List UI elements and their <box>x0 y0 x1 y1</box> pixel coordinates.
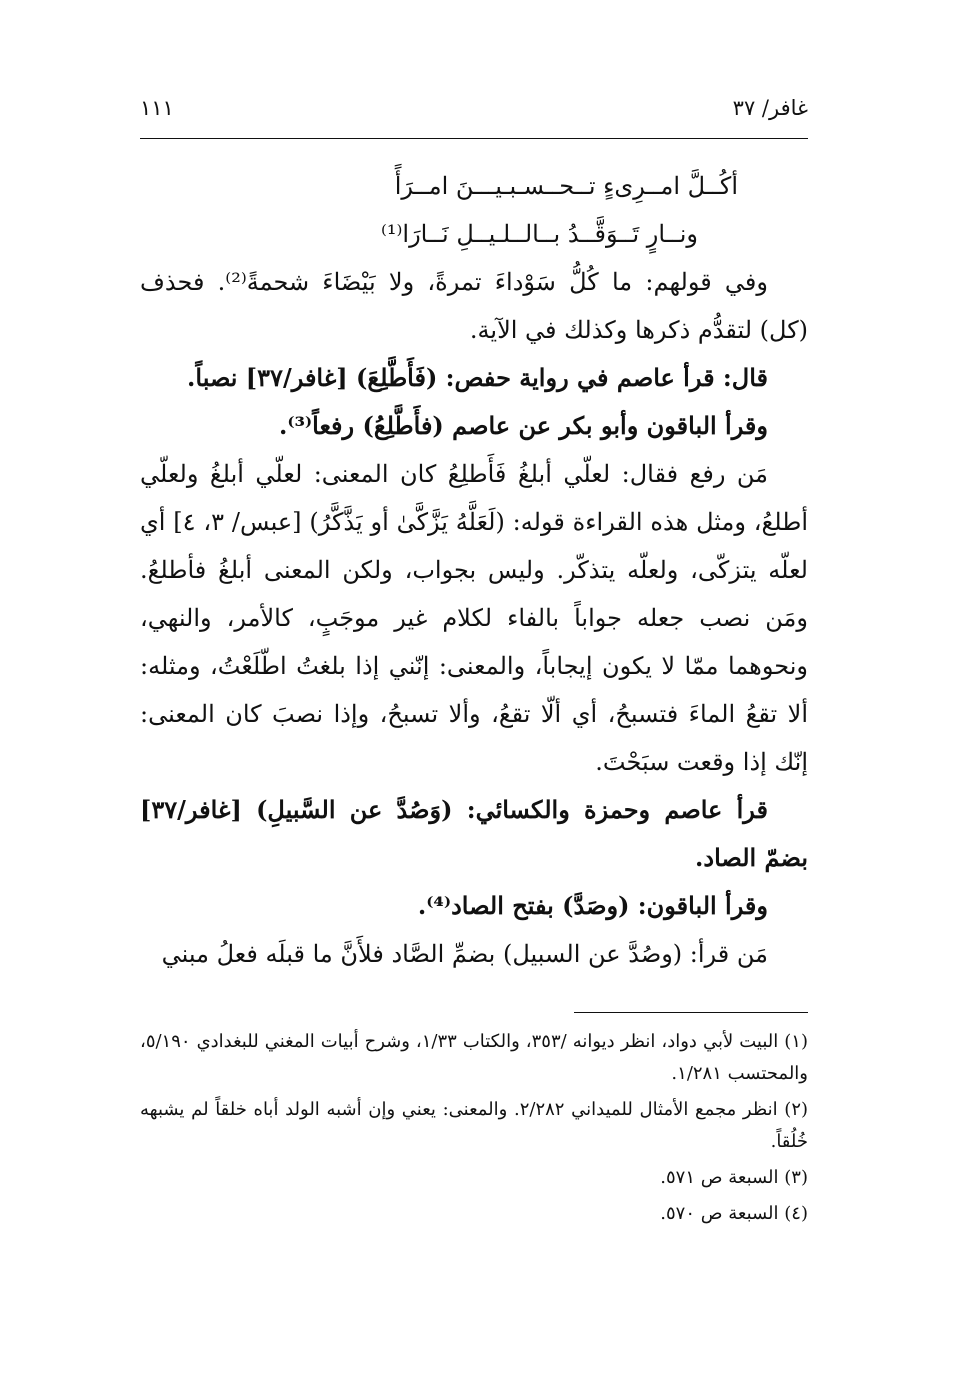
page-number: ١١١ <box>140 96 174 120</box>
footnote-4: (٤) السبعة ص ٥٧٠. <box>660 1203 808 1224</box>
paragraph-last: مَن قرأ: (وصُدَّ عن السبيل) بضمِّ الصَّاد فلأَنَّ ما قبلَه فعلُ مبني <box>161 940 768 968</box>
footnotes <box>140 1026 808 1234</box>
header-rule <box>140 138 808 139</box>
paragraph-1: وفي قولهم: ما كُلُّ سَوْداءَ تمرةً، ولا بَيْضَاءَ شحمةً⁽²⁾. فحذف (كل) لتقدُّم ذكرها وكذلك في الآية. <box>140 268 808 344</box>
reading-hafs: قال: قرأ عاصم في رواية حفص: (فَأَطَّلِعَ) [غافر/٣٧] نصباً. <box>187 363 768 392</box>
reading-remaining: وقرأ الباقون: (وصَدَّ) بفتح الصاد⁽⁴⁾. <box>417 891 768 920</box>
running-header <box>140 90 808 130</box>
footnote-3: (٣) السبعة ص ٥٧١. <box>660 1167 808 1188</box>
footnote-2: (٢) انظر مجمع الأمثال للميداني ٢/٢٨٢. والمعنى: يعني وإن أشبه الولد أباه خلقاً لم يشبهه خُلُقاً. <box>140 1099 809 1152</box>
reading-others: وقرأ الباقون وأبو بكر عن عاصم (فأَطَّلِعُ) رفعاً⁽³⁾. <box>278 411 768 440</box>
verse-line-2: ونــارٍ تَــوَقَّــدُ بــالــلـيــلِ نَــارَا⁽¹⁾ <box>380 220 698 248</box>
reading-asim-hamza: قرأ عاصم وحمزة والكسائي: (وَصُدَّ عن السَّبيلِ) [غافر/٣٧] بضمّ الصاد. <box>140 795 808 872</box>
chapter-title: غافر/ ٣٧ <box>732 96 808 120</box>
verse-line-1: أكُــلَّ امــرِىءٍ تــحــسـبـيـــنَ امــرَأً <box>394 172 738 200</box>
footnote-rule <box>574 1012 808 1013</box>
main-text <box>140 162 808 978</box>
footnote-1: (١) البيت لأبي دواد، انظر ديوانه /٣٥٣، والكتاب ١/٣٣، وشرح أبيات المغني للبغدادي ٥/١٩٠، والمحتسب ١/٢٨١. <box>140 1031 808 1084</box>
poetry-verse <box>140 162 808 258</box>
paragraph-explanation: مَن رفع فقال: لعلّي أبلغُ فَأَطلِعُ كان المعنى: لعلّي أبلغُ ولعلّي أطلعُ، ومثل هذه القراءة قوله: (لَعَلَّهُ يَزَّكَّىٰ أو يَذَّكَّرُ) [عبس/ ٣، ٤] أي لعلّه يتزكّى، ولعلّه يتذكّر. وليس بجواب، ولكن المعنى أبلغُ فأطلعُ. ومَن نصب جعله جواباً بالفاء لكلام غير موجَبٍ، كالأمر، والنهي، ونحوهما ممّا لا يكون إيجاباً، والمعنى: إنّني إذا بلغتُ اطّلَعْتُ، ومثله: ألا تقعُ الماءَ فتسبحُ، أي ألّا تقعُ، وألا تسبحُ، وإذا نصبَ كان المعنى: إنّك إذا وقعت سبَحْتَ. <box>140 460 809 776</box>
